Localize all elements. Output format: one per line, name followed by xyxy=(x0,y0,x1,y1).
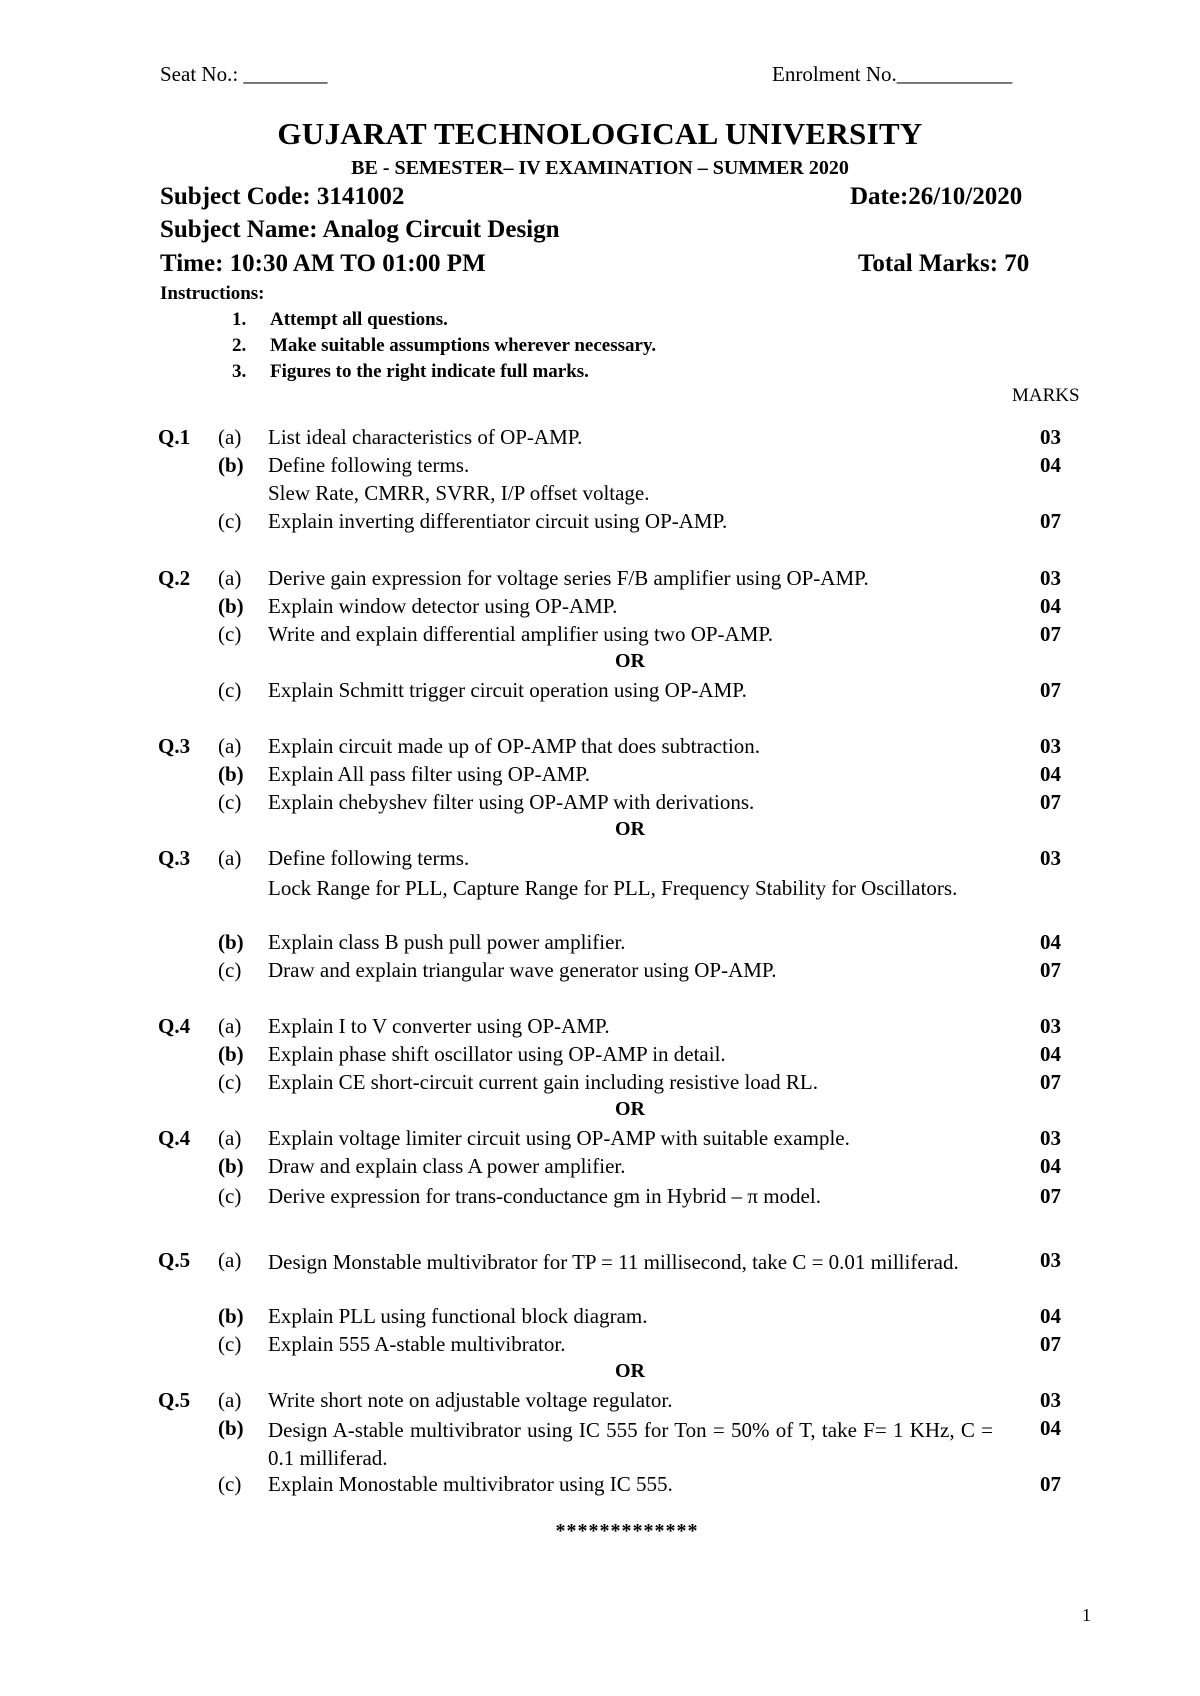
question-part: (c) xyxy=(218,1332,242,1356)
question-text: Explain voltage limiter circuit using OP-AMP with suitable example. xyxy=(268,1126,850,1150)
question-part: (b) xyxy=(218,453,244,477)
question-marks: 04 xyxy=(1040,1042,1061,1066)
question-part: (b) xyxy=(218,762,244,786)
question-row xyxy=(0,1304,1200,1332)
instruction-number: 1. xyxy=(232,309,247,330)
question-part: (a) xyxy=(218,1248,242,1272)
question-number: Q.2 xyxy=(158,566,191,590)
question-row xyxy=(0,425,1200,453)
question-marks: 07 xyxy=(1040,958,1061,982)
question-marks: 03 xyxy=(1040,1248,1061,1272)
question-text: Write short note on adjustable voltage regulator. xyxy=(268,1388,673,1412)
question-row xyxy=(0,734,1200,762)
subject-name: Subject Name: Analog Circuit Design xyxy=(160,216,560,243)
question-part: (c) xyxy=(218,622,242,646)
question-row xyxy=(0,1042,1200,1070)
question-text: Draw and explain triangular wave generator using OP-AMP. xyxy=(268,958,777,982)
question-part: (a) xyxy=(218,846,242,870)
question-part: (b) xyxy=(218,1304,244,1328)
question-part: (a) xyxy=(218,425,242,449)
question-row xyxy=(0,594,1200,622)
question-row xyxy=(0,1184,1200,1212)
question-text: Lock Range for PLL, Capture Range for PLL, Frequency Stability for Oscillators. xyxy=(268,876,958,900)
question-row xyxy=(0,874,1200,930)
question-text: Slew Rate, CMRR, SVRR, I/P offset voltage. xyxy=(268,481,650,505)
question-row xyxy=(0,453,1200,481)
question-part: (b) xyxy=(218,1042,244,1066)
question-text: Explain Monostable multivibrator using IC 555. xyxy=(268,1472,673,1496)
question-row xyxy=(0,1070,1200,1098)
question-marks: 07 xyxy=(1040,1070,1061,1094)
question-row xyxy=(0,622,1200,650)
instructions-heading: Instructions: xyxy=(160,283,265,304)
question-text: List ideal characteristics of OP-AMP. xyxy=(268,425,583,449)
question-part: (c) xyxy=(218,958,242,982)
question-marks: 03 xyxy=(1040,1014,1061,1038)
question-row xyxy=(0,509,1200,537)
question-number: Q.5 xyxy=(158,1388,191,1412)
question-row xyxy=(0,1472,1200,1500)
question-text: Derive expression for trans-conductance gm in Hybrid – π model. xyxy=(268,1184,821,1208)
question-marks: 07 xyxy=(1040,1184,1061,1208)
question-marks: 04 xyxy=(1040,762,1061,786)
question-marks: 07 xyxy=(1040,790,1061,814)
question-part: (c) xyxy=(218,790,242,814)
question-marks: 03 xyxy=(1040,1388,1061,1412)
enrolment-number-field: Enrolment No.___________ xyxy=(772,62,1013,86)
question-part: (c) xyxy=(218,509,242,533)
question-row xyxy=(0,762,1200,790)
question-text: Explain window detector using OP-AMP. xyxy=(268,594,618,618)
instruction-text: Figures to the right indicate full marks. xyxy=(270,361,589,382)
question-number: Q.5 xyxy=(158,1248,191,1272)
question-text: Explain chebyshev filter using OP-AMP with derivations. xyxy=(268,790,755,814)
question-part: (b) xyxy=(218,594,244,618)
or-separator: OR xyxy=(615,1098,645,1120)
question-number: Q.3 xyxy=(158,846,191,870)
question-row xyxy=(0,1154,1200,1182)
question-row xyxy=(0,930,1200,958)
question-marks: 03 xyxy=(1040,566,1061,590)
question-marks: 07 xyxy=(1040,509,1061,533)
university-title: GUJARAT TECHNOLOGICAL UNIVERSITY xyxy=(277,116,923,151)
question-text: Explain All pass filter using OP-AMP. xyxy=(268,762,591,786)
instruction-number: 2. xyxy=(232,335,247,356)
question-row xyxy=(0,1332,1200,1360)
question-text: Draw and explain class A power amplifier. xyxy=(268,1154,626,1178)
marks-column-heading: MARKS xyxy=(1012,385,1080,406)
question-part: (a) xyxy=(218,1126,242,1150)
question-marks: 07 xyxy=(1040,1472,1061,1496)
instruction-item xyxy=(232,361,589,383)
question-text: Explain inverting differentiator circuit using OP-AMP. xyxy=(268,509,728,533)
question-text: Define following terms. xyxy=(268,846,470,870)
question-row xyxy=(0,846,1200,874)
instruction-item xyxy=(232,309,448,331)
question-row xyxy=(0,1126,1200,1154)
question-part: (c) xyxy=(218,1070,242,1094)
question-marks: 04 xyxy=(1040,1154,1061,1178)
exam-date: Date:26/10/2020 xyxy=(850,183,1023,210)
question-row xyxy=(0,790,1200,818)
page-number: 1 xyxy=(1082,1605,1091,1625)
question-marks: 04 xyxy=(1040,1304,1061,1328)
question-part: (c) xyxy=(218,1184,242,1208)
question-text: Explain circuit made up of OP-AMP that does subtraction. xyxy=(268,734,761,758)
question-part: (a) xyxy=(218,734,242,758)
question-part: (a) xyxy=(218,1388,242,1412)
question-part: (b) xyxy=(218,1154,244,1178)
question-marks: 03 xyxy=(1040,425,1061,449)
question-part: (c) xyxy=(218,678,242,702)
question-marks: 07 xyxy=(1040,678,1061,702)
question-part: (c) xyxy=(218,1472,242,1496)
question-row xyxy=(0,1416,1200,1472)
or-separator: OR xyxy=(615,818,645,840)
question-marks: 04 xyxy=(1040,1416,1061,1440)
question-text: Explain Schmitt trigger circuit operation using OP-AMP. xyxy=(268,678,747,702)
question-text: Design Monstable multivibrator for TP = 11 millisecond, take C = 0.01 milliferad. xyxy=(268,1250,959,1274)
question-marks: 07 xyxy=(1040,622,1061,646)
question-part: (b) xyxy=(218,1416,244,1440)
question-text: Define following terms. xyxy=(268,453,470,477)
or-separator: OR xyxy=(615,650,645,672)
exam-title: BE - SEMESTER– IV EXAMINATION – SUMMER 2020 xyxy=(351,157,849,179)
seat-number-field: Seat No.: ________ xyxy=(160,62,328,86)
question-part: (a) xyxy=(218,1014,242,1038)
question-part: (a) xyxy=(218,566,242,590)
question-row xyxy=(0,566,1200,594)
question-text: Explain 555 A-stable multivibrator. xyxy=(268,1332,566,1356)
instruction-text: Make suitable assumptions wherever necessary. xyxy=(270,335,657,356)
question-text: Write and explain differential amplifier using two OP-AMP. xyxy=(268,622,773,646)
exam-time: Time: 10:30 AM TO 01:00 PM xyxy=(160,250,486,277)
question-marks: 04 xyxy=(1040,930,1061,954)
question-marks: 07 xyxy=(1040,1332,1061,1356)
question-number: Q.3 xyxy=(158,734,191,758)
question-row xyxy=(0,678,1200,706)
question-marks: 03 xyxy=(1040,734,1061,758)
question-text: Explain class B push pull power amplifier. xyxy=(268,930,626,954)
instruction-item xyxy=(232,335,656,357)
question-text: Explain phase shift oscillator using OP-AMP in detail. xyxy=(268,1042,726,1066)
or-separator: OR xyxy=(615,1360,645,1382)
question-number: Q.4 xyxy=(158,1014,191,1038)
instruction-text: Attempt all questions. xyxy=(270,309,448,330)
question-text: Explain CE short-circuit current gain including resistive load RL. xyxy=(268,1070,818,1094)
question-text: Explain I to V converter using OP-AMP. xyxy=(268,1014,610,1038)
question-marks: 03 xyxy=(1040,1126,1061,1150)
question-part: (b) xyxy=(218,930,244,954)
question-row xyxy=(0,481,1200,509)
question-text: Derive gain expression for voltage series F/B amplifier using OP-AMP. xyxy=(268,566,869,590)
end-of-paper-stars: ************* xyxy=(555,1520,699,1542)
question-number: Q.1 xyxy=(158,425,191,449)
question-marks: 04 xyxy=(1040,594,1061,618)
question-marks: 03 xyxy=(1040,846,1061,870)
question-text: Design A-stable multivibrator using IC 555 for Ton = 50% of T, take F= 1 KHz, C = 0.1 milliferad. xyxy=(268,1418,993,1470)
total-marks: Total Marks: 70 xyxy=(858,250,1030,277)
question-row xyxy=(0,1388,1200,1416)
question-row xyxy=(0,1014,1200,1042)
question-number: Q.4 xyxy=(158,1126,191,1150)
subject-code: Subject Code: 3141002 xyxy=(160,183,405,210)
question-marks: 04 xyxy=(1040,453,1061,477)
question-row xyxy=(0,1248,1200,1304)
question-row xyxy=(0,958,1200,986)
question-text: Explain PLL using functional block diagram. xyxy=(268,1304,648,1328)
instruction-number: 3. xyxy=(232,361,247,382)
